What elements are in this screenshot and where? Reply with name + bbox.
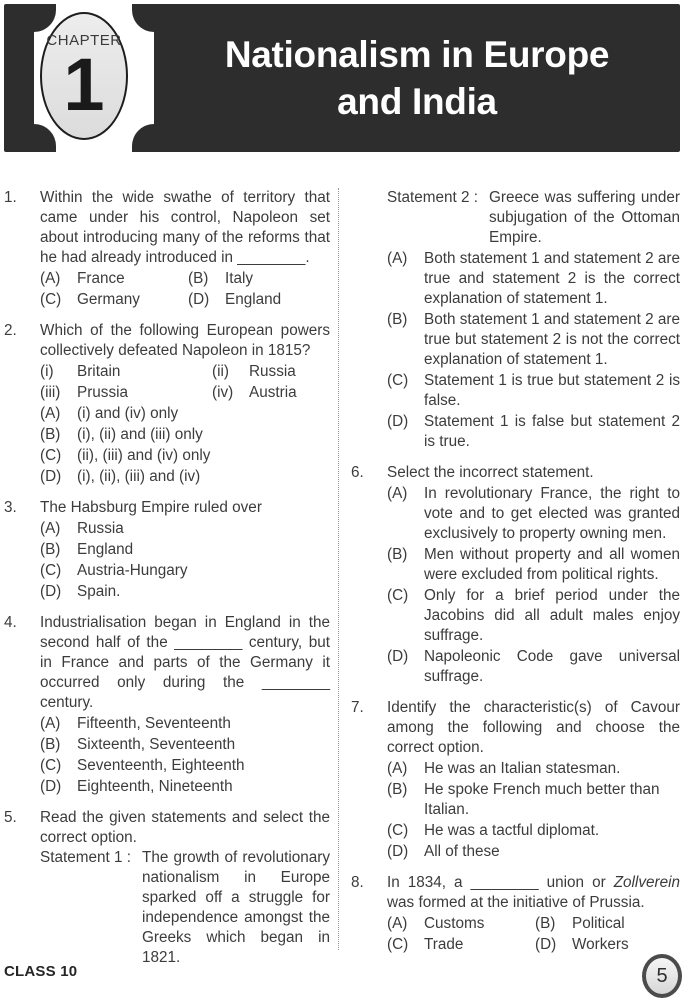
option-text: Workers [572,936,629,953]
page-number-badge [642,954,682,998]
subitem-text: Russia [249,363,296,380]
page-title-line2: and India [337,81,497,122]
option-b [40,735,330,755]
option-text: He was an Italian statesman. [424,760,621,777]
option-text: He was a tactful diplomat. [424,822,600,839]
option-label: (C) [40,757,62,774]
option-text: All of these [424,843,500,860]
option-text: Men without property and all women were excluded from political rights. [424,546,680,583]
option-a [387,249,680,309]
option-text: Political [572,915,625,932]
option-text: Statement 1 is false but statement 2 is true. [424,413,680,450]
question-text: Within the wide swathe of territory that came under his control, Napoleon set about introducing many of the reforms that he had already introduced in ________. [40,189,330,266]
question-text [387,873,680,913]
option-text: In revolutionary France, the right to vote and to get elected was granted exclusively to property owning men. [424,485,680,542]
option-label: (D) [40,468,62,485]
class-label: CLASS 10 [4,963,78,980]
subitem-label: (i) [40,363,54,380]
option-a [40,714,330,734]
option-text: Napoleonic Code gave universal suffrage. [424,648,680,685]
option-label: (D) [188,291,210,308]
option-c [387,586,680,646]
question-number: 1. [4,189,17,206]
option-label: (D) [40,583,62,600]
option-c [40,446,330,466]
option-label: (C) [40,562,62,579]
subitem-grid [40,361,330,403]
option-label: (C) [387,587,409,604]
question-1 [4,188,330,310]
question-3 [4,498,330,602]
question-2 [4,321,330,487]
question-text: The Habsburg Empire ruled over [40,499,262,516]
option-text: He spoke French much better than Italian. [424,781,660,818]
option-a [40,269,188,289]
option-c [40,756,330,776]
banner-corner-notch [132,4,154,32]
option-d [188,290,330,310]
statement-2 [387,188,680,248]
statement-text: The growth of revolutionary nationalism in Europe sparked off a struggle for independence amongst the Greeks which began in 1821. [142,849,330,966]
subitem-label: (ii) [212,363,229,380]
subitem-iii [40,383,212,403]
question-text-italic: Zollverein [613,874,680,891]
statement-label: Statement 1 : [40,849,131,866]
banner-corner-notch [132,124,154,152]
option-d [535,935,680,955]
option-a [387,484,680,544]
question-text-post: was formed at the initiative of Prussia. [387,894,645,911]
option-label: (B) [387,781,408,798]
chapter-banner [4,4,680,152]
option-label: (B) [40,736,61,753]
question-number: 8. [351,874,364,891]
statement-text: Greece was suffering under subjugation of the Ottoman Empire. [489,189,680,246]
option-text: Customs [424,915,485,932]
chapter-badge [40,12,128,140]
option-text: England [77,541,134,558]
option-c [387,821,680,841]
question-text: Which of the following European powers collectively defeated Napoleon in 1815? [40,322,330,359]
question-number: 6. [351,464,364,481]
option-text: Seventeenth, Eighteenth [77,757,245,774]
option-a [40,519,330,539]
statement-1 [40,848,330,968]
question-text: Identify the characteristic(s) of Cavour among the following and choose the correct option. [387,699,680,756]
option-a [40,404,330,424]
option-a [387,759,680,779]
option-label: (C) [387,936,409,953]
question-6 [351,463,680,687]
question-5-continued [351,188,680,452]
option-label: (B) [535,915,556,932]
option-label: (A) [40,520,61,537]
option-text: Sixteenth, Seventeenth [77,736,236,753]
option-d [40,467,330,487]
option-grid [40,268,330,310]
option-text: France [77,270,125,287]
option-label: (B) [188,270,209,287]
page-title-line1: Nationalism in Europe [224,33,610,75]
statement-label: Statement 2 : [387,189,478,206]
subitem-i [40,362,212,382]
question-text-pre: In 1834, a ________ union or [387,874,614,891]
option-label: (D) [387,843,409,860]
subitem-text: Austria [249,384,297,401]
option-label: (A) [387,915,408,932]
option-label: (A) [387,250,408,267]
option-label: (B) [40,541,61,558]
question-number: 5. [4,809,17,826]
option-c [40,561,330,581]
option-text: Trade [424,936,464,953]
question-number: 7. [351,699,364,716]
page-number: 5 [646,958,678,994]
question-text: Select the incorrect statement. [387,464,594,481]
chapter-label: CHAPTER [46,32,122,49]
option-text: Both statement 1 and statement 2 are true but statement 2 is not the correct explanation of statement 1. [424,311,680,368]
option-label: (C) [40,291,62,308]
option-text: (i) and (iv) only [77,405,179,422]
option-text: Statement 1 is true but statement 2 is false. [424,372,680,409]
option-label: (C) [387,822,409,839]
option-text: Italy [225,270,254,287]
option-b [387,780,680,820]
question-7 [351,698,680,862]
option-label: (A) [40,715,61,732]
option-label: (D) [535,936,557,953]
option-label: (D) [40,778,62,795]
option-b [387,545,680,585]
option-label: (A) [387,760,408,777]
chapter-number: 1 [63,43,105,126]
option-label: (C) [387,372,409,389]
question-8 [351,873,680,955]
option-text: Fifteenth, Seventeenth [77,715,231,732]
option-d [40,777,330,797]
option-text: Spain. [77,583,121,600]
question-text: Industrialisation began in England in the second half of the ________ century, but in France and parts of the Germany it occurred only during the ________ century. [40,614,330,711]
option-text: Both statement 1 and statement 2 are true and statement 2 is the correct explanation of statement 1. [424,250,680,307]
option-b [387,310,680,370]
subitem-ii [212,362,330,382]
option-label: (D) [387,648,409,665]
option-label: (A) [387,485,408,502]
option-label: (A) [40,405,61,422]
option-label: (B) [387,311,408,328]
option-text: (i), (ii) and (iii) only [77,426,203,443]
subitem-text: Britain [77,363,121,380]
option-b [535,914,680,934]
page-title [154,4,680,152]
question-text: Read the given statements and select the correct option. [40,809,330,846]
option-c [40,290,188,310]
option-text: (ii), (iii) and (iv) only [77,447,211,464]
banner-corner-notch [34,4,56,32]
question-4 [4,613,330,797]
question-number: 2. [4,322,17,339]
option-label: (C) [40,447,62,464]
option-grid [387,913,680,955]
option-b [40,540,330,560]
question-number: 3. [4,499,17,516]
option-label: (B) [40,426,61,443]
option-c [387,371,680,411]
option-text: Austria-Hungary [77,562,188,579]
option-text: (i), (ii), (iii) and (iv) [77,468,201,485]
subitem-label: (iv) [212,384,234,401]
option-d [40,582,330,602]
option-d [387,842,680,862]
option-a [387,914,535,934]
option-b [40,425,330,445]
option-text: Russia [77,520,124,537]
option-text: Eighteenth, Nineteenth [77,778,233,795]
subitem-text: Prussia [77,384,129,401]
option-c [387,935,535,955]
banner-corner-notch [34,124,56,152]
subitem-label: (iii) [40,384,61,401]
question-body [4,188,680,966]
option-b [188,269,330,289]
option-label: (D) [387,413,409,430]
option-text: England [225,291,282,308]
subitem-iv [212,383,330,403]
option-text: Only for a brief period under the Jacobins did all adult males enjoy suffrage. [424,587,680,644]
question-5 [4,808,330,968]
option-text: Germany [77,291,140,308]
question-number: 4. [4,614,17,631]
left-column [4,188,338,966]
option-label: (A) [40,270,61,287]
option-label: (B) [387,546,408,563]
option-d [387,647,680,687]
right-column [339,188,680,953]
option-d [387,412,680,452]
